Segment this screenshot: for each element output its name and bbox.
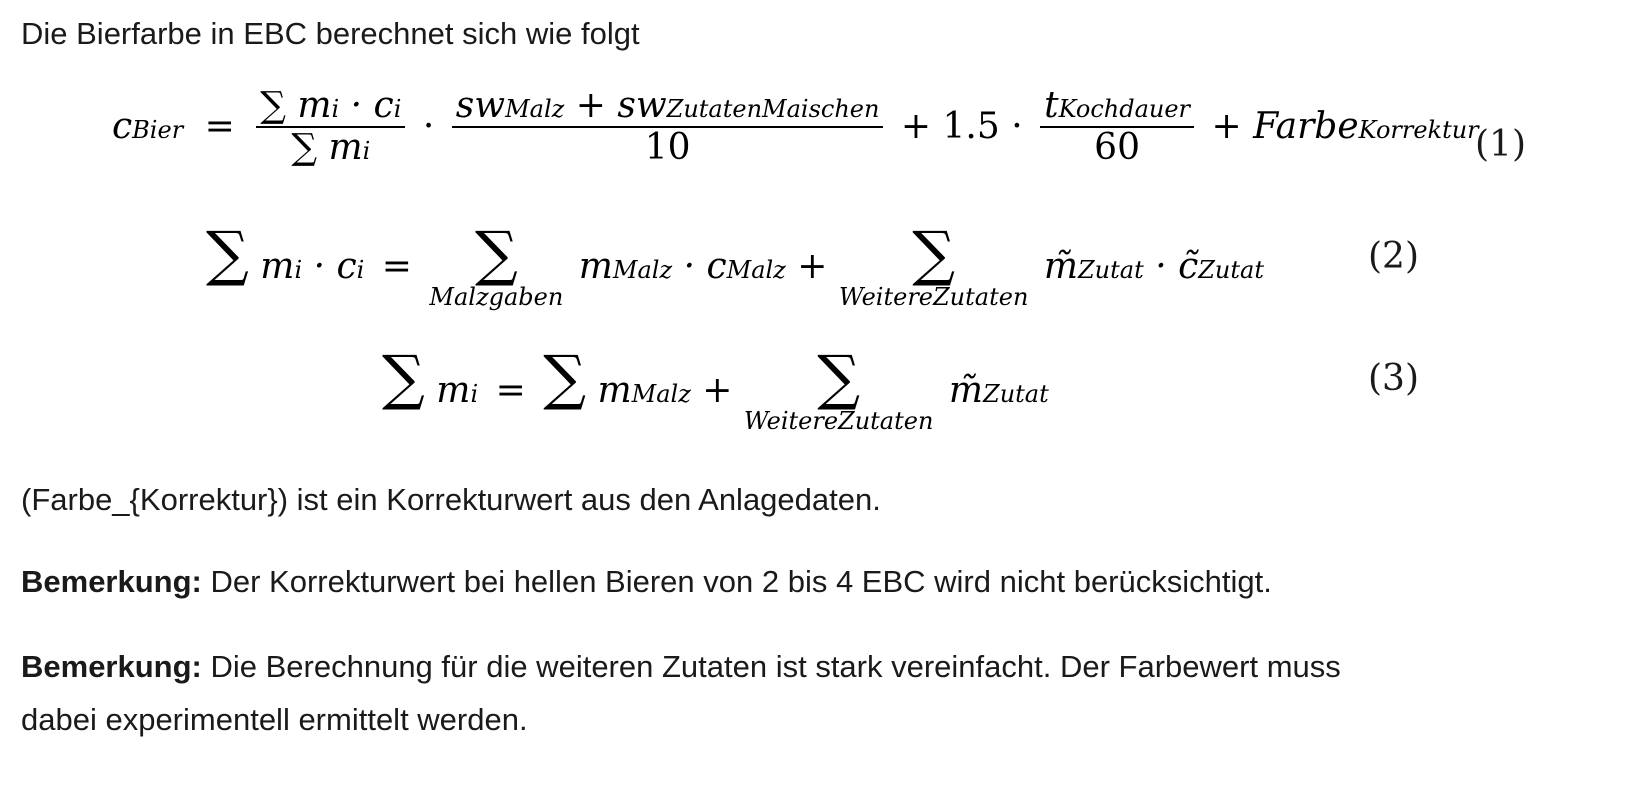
c-bier: cBier xyxy=(112,106,184,147)
remark-1: Bemerkung: Der Korrekturwert bei hellen Bieren von 2 bis 4 EBC wird nicht berücksichtigt. xyxy=(21,564,1272,599)
equation-3: ∑ mi = ∑ mMalz + ∑ WeitereZutaten m̃Zutat xyxy=(382,343,1049,435)
sum-malzgaben: ∑ Malzgaben xyxy=(429,219,564,311)
remark-label: Bemerkung: xyxy=(21,649,202,684)
equation-1: cBier = $\frac{\sum mi \cdot ci}{\sum mi}$ · $\frac{\text{swMalz + swZutatenMaischen}}{10}$ + 1.5 · $\frac{\text{tKochdauer}}{60}$ + FarbeKorrektur xyxy=(112,85,1479,168)
intro-text: Die Bierfarbe in EBC berechnet sich wie folgt xyxy=(21,16,640,51)
equation-number-2: (2) xyxy=(1368,236,1419,277)
remark-2: Bemerkung: Die Berechnung für die weiteren Zutaten ist stark vereinfacht. Der Farbewert muss xyxy=(21,649,1341,684)
equation-2: ∑ mi · ci = ∑ Malzgaben mMalz · cMalz + ∑ WeitereZutaten m̃Zutat · c̃Zutat xyxy=(206,219,1264,311)
sum-weitere-zutaten: ∑ WeitereZutaten xyxy=(838,219,1029,311)
fraction-kochdauer: $\frac{\text{tKochdauer}}{60}$ xyxy=(1040,88,1194,166)
note-farbe-korrektur: (Farbe_{Korrektur}) ist ein Korrekturwert aus den Anlagedaten. xyxy=(21,482,881,517)
fraction-sw: $\frac{\text{swMalz + swZutatenMaischen}}{10}$ xyxy=(452,88,884,166)
remark-2-continued: dabei experimentell ermittelt werden. xyxy=(21,702,528,737)
remark-label: Bemerkung: xyxy=(21,564,202,599)
equation-number-1: (1) xyxy=(1475,124,1526,165)
sum-weitere-zutaten-3: ∑ WeitereZutaten xyxy=(743,343,934,435)
equation-number-3: (3) xyxy=(1368,358,1419,399)
fraction-mass-color: $\frac{\sum mi \cdot ci}{\sum mi}$ xyxy=(256,88,405,166)
